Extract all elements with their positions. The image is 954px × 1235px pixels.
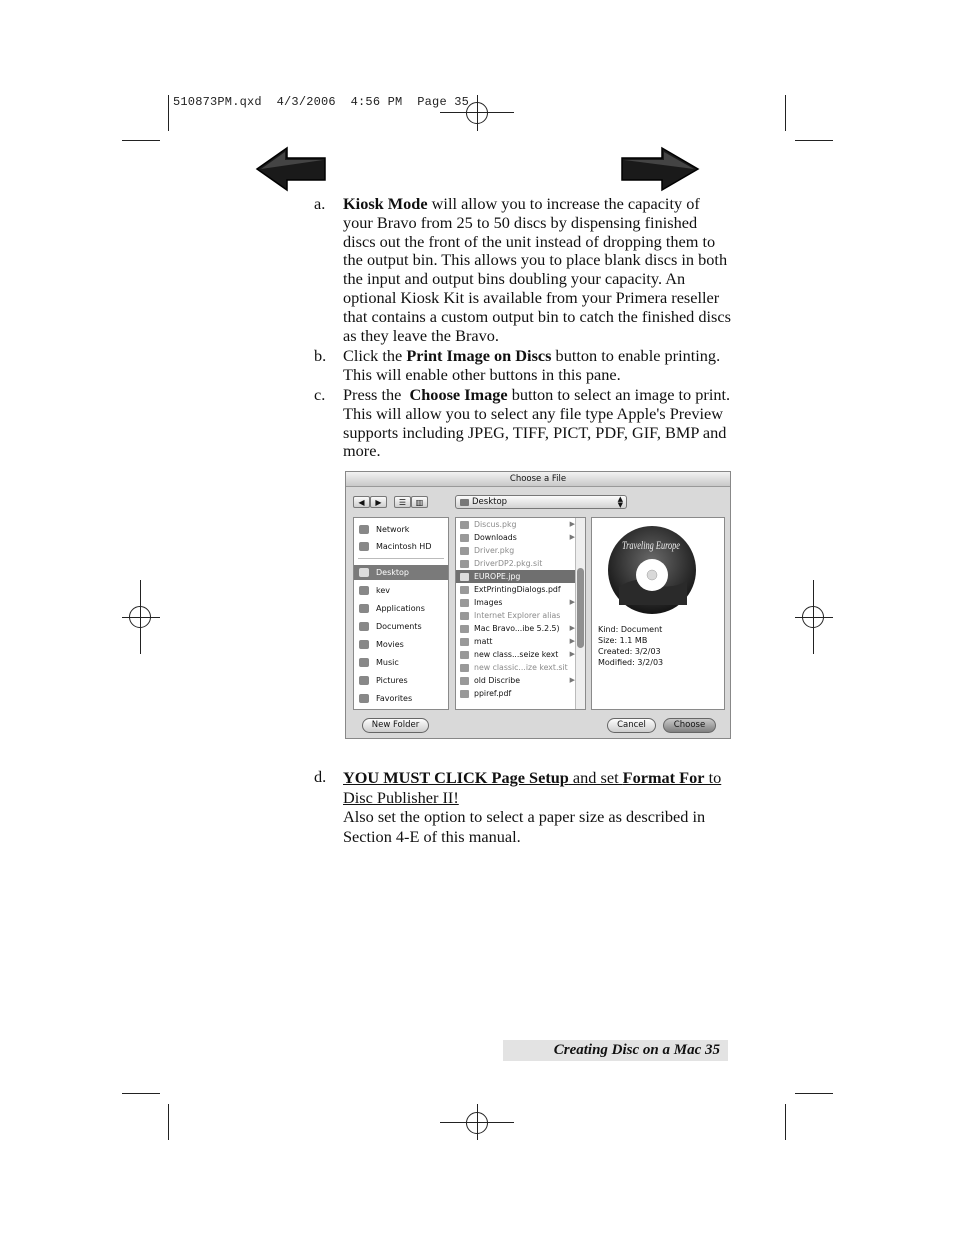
file-label: Discus.pkg: [474, 520, 517, 529]
sidebar-item-label: kev: [376, 586, 391, 595]
sidebar-item-label: Pictures: [376, 676, 408, 685]
sidebar-item-pictures[interactable]: [354, 673, 448, 688]
file-item[interactable]: [456, 661, 578, 674]
sidebar-item-desktop[interactable]: [354, 565, 448, 580]
page-footer: Creating Disc on a Mac 35: [503, 1040, 728, 1061]
sidebar-item-applications[interactable]: [354, 601, 448, 616]
crop-mark: [795, 140, 833, 141]
back-button[interactable]: ◀: [353, 496, 370, 508]
documents-icon: [359, 622, 369, 631]
item-text: [343, 347, 733, 385]
file-item[interactable]: [456, 687, 578, 700]
sidebar-divider: [358, 558, 444, 559]
folder-icon: [460, 534, 469, 542]
file-item[interactable]: [456, 518, 578, 531]
term-print-image: Print Image on Discs: [406, 346, 552, 365]
instruction-line: [343, 768, 721, 787]
term-kiosk-mode: Kiosk Mode: [343, 194, 428, 213]
format-for-emphasis: Format For: [622, 768, 705, 787]
package-icon: [460, 521, 469, 529]
sidebar: [353, 517, 449, 710]
registration-mark-icon: [129, 606, 151, 628]
crop-mark: [795, 1093, 833, 1094]
scrollbar[interactable]: [575, 518, 585, 709]
file-label: Driver.pkg: [474, 546, 515, 555]
hard-drive-icon: [359, 542, 369, 551]
item-body: and set: [568, 768, 623, 787]
image-file-icon: [460, 573, 469, 581]
file-item[interactable]: [456, 635, 578, 648]
info-kind: Kind: Document: [598, 625, 663, 634]
sidebar-item-movies[interactable]: [354, 637, 448, 652]
folder-icon: [460, 599, 469, 607]
file-item[interactable]: [456, 596, 578, 609]
page-setup-emphasis: YOU MUST CLICK Page Setup: [343, 768, 569, 787]
folder-icon: [460, 677, 469, 685]
file-item[interactable]: [456, 622, 578, 635]
file-column: [455, 517, 586, 710]
sidebar-item-label: Desktop: [376, 568, 409, 577]
crop-mark: [168, 95, 169, 131]
list-view-button[interactable]: ☰: [394, 496, 411, 508]
preview-pane: [591, 517, 725, 710]
chevron-right-icon: ▶: [569, 598, 575, 606]
chevron-right-icon: ▶: [569, 533, 575, 541]
sidebar-item-macintosh-hd[interactable]: [354, 539, 448, 554]
item-letter: a.: [314, 194, 326, 213]
file-item[interactable]: [456, 583, 578, 596]
sidebar-item-kev[interactable]: [354, 583, 448, 598]
sidebar-item-network[interactable]: [354, 522, 448, 537]
item-body: button to select an image to print. This will allow you to select any file type Apple's Preview supports including JPEG, TIFF, PICT, PDF, GIF, BMP and more.: [343, 385, 731, 461]
file-label: old Discribe: [474, 676, 521, 685]
folder-icon: [460, 638, 469, 646]
file-item[interactable]: [456, 674, 578, 687]
item-text: [343, 768, 733, 846]
info-size: Size: 1.1 MB: [598, 636, 648, 645]
desktop-icon: [359, 568, 369, 577]
file-item[interactable]: [456, 544, 578, 557]
folder-icon: [460, 651, 469, 659]
file-item[interactable]: [456, 557, 578, 570]
item-body: button to enable printing. This will enable other buttons in this pane.: [343, 346, 721, 384]
file-label: new class...seize kext: [474, 650, 559, 659]
sidebar-item-favorites[interactable]: [354, 691, 448, 706]
disc-publisher-text: Disc Publisher II!: [343, 787, 459, 807]
chevron-right-icon: ▶: [569, 637, 575, 645]
folder-icon: [460, 499, 469, 506]
new-folder-button[interactable]: New Folder: [362, 718, 429, 733]
pdf-file-icon: [460, 690, 469, 698]
sidebar-item-label: Favorites: [376, 694, 413, 703]
print-slug: 510873PM.qxd 4/3/2006 4:56 PM Page 35: [173, 95, 470, 109]
registration-mark-icon: [466, 1112, 488, 1134]
file-label: DriverDP2.pkg.sit: [474, 559, 543, 568]
archive-icon: [460, 664, 469, 672]
sidebar-item-label: Macintosh HD: [376, 542, 432, 551]
item-text: [343, 386, 733, 461]
chevron-right-icon: ▶: [569, 520, 575, 528]
cancel-button[interactable]: Cancel: [607, 718, 656, 733]
registration-mark-icon: [802, 606, 824, 628]
folder-icon: [460, 625, 469, 633]
favorites-icon: [359, 694, 369, 703]
music-icon: [359, 658, 369, 667]
chevron-right-icon: ▶: [569, 624, 575, 632]
crop-mark: [785, 1104, 786, 1140]
right-arrow-icon[interactable]: [620, 146, 700, 192]
item-extra-text: Also set the option to select a paper size as described in Section 4-E of this manual.: [343, 807, 706, 846]
choose-button[interactable]: Choose: [663, 718, 716, 733]
item-pre: Click the: [343, 346, 407, 365]
archive-icon: [460, 560, 469, 568]
network-icon: [359, 525, 369, 534]
forward-button[interactable]: ▶: [370, 496, 387, 508]
sidebar-item-label: Applications: [376, 604, 425, 613]
package-icon: [460, 547, 469, 555]
chevron-right-icon: ▶: [569, 676, 575, 684]
crop-mark: [122, 1093, 160, 1094]
scrollbar-thumb[interactable]: [577, 568, 584, 648]
info-modified: Modified: 3/2/03: [598, 658, 664, 667]
item-letter: c.: [314, 385, 326, 404]
sidebar-item-label: Movies: [376, 640, 404, 649]
file-item[interactable]: [456, 648, 578, 661]
term-choose-image: Choose Image: [409, 385, 508, 404]
file-label: EUROPE.jpg: [474, 572, 521, 581]
column-view-button[interactable]: ▥: [411, 496, 428, 508]
disc-title: Traveling Europe: [622, 538, 681, 552]
item-letter: d.: [314, 767, 327, 786]
item-body: to: [704, 768, 722, 787]
disc-preview-image: [607, 525, 697, 615]
location-label: Desktop: [472, 497, 508, 507]
item-body: will allow you to increase the capacity of your Bravo from 25 to 50 discs by dispensing finished discs out the front of the unit instead of dropping them to the output bin. This allows you to place blank discs in both the input and output bins doubling your capacity. An optional Kiosk Kit is available from your Primera reseller that contains a custom output bin to catch the finished discs as they leave the Bravo.: [343, 194, 731, 345]
file-label: new classic...ize kext.sit: [474, 663, 568, 672]
sidebar-item-music[interactable]: [354, 655, 448, 670]
choose-file-dialog: [345, 471, 731, 739]
pictures-icon: [359, 676, 369, 685]
sidebar-item-label: Documents: [376, 622, 422, 631]
popup-arrows-icon: ▲ ▼: [617, 495, 623, 509]
item-pre: Press the: [343, 385, 410, 404]
item-letter: b.: [314, 346, 327, 365]
left-arrow-icon[interactable]: [255, 146, 327, 192]
file-label: Mac Bravo...ibe 5.2.5): [474, 624, 560, 633]
sidebar-item-label: Music: [376, 658, 399, 667]
alias-icon: [460, 612, 469, 620]
chevron-right-icon: ▶: [569, 650, 575, 658]
sidebar-item-documents[interactable]: [354, 619, 448, 634]
crop-mark: [785, 95, 786, 131]
home-icon: [359, 586, 369, 595]
crop-mark: [122, 140, 160, 141]
location-popup[interactable]: [455, 495, 627, 509]
item-text: [343, 195, 733, 345]
file-label: Downloads: [474, 533, 517, 542]
file-label: Internet Explorer alias: [474, 611, 561, 620]
file-label: matt: [474, 637, 493, 646]
file-label: ppiref.pdf: [474, 689, 512, 698]
file-item[interactable]: [456, 609, 578, 622]
dialog-title: Choose a File: [346, 472, 730, 487]
pdf-file-icon: [460, 586, 469, 594]
file-item[interactable]: [456, 531, 578, 544]
registration-mark-icon: [466, 102, 488, 124]
sidebar-item-label: Network: [376, 525, 410, 534]
applications-icon: [359, 604, 369, 613]
crop-mark: [168, 1104, 169, 1140]
file-label: Images: [474, 598, 503, 607]
movies-icon: [359, 640, 369, 649]
info-created: Created: 3/2/03: [598, 647, 661, 656]
file-item-selected[interactable]: [456, 570, 578, 583]
file-label: ExtPrintingDialogs.pdf: [474, 585, 561, 594]
